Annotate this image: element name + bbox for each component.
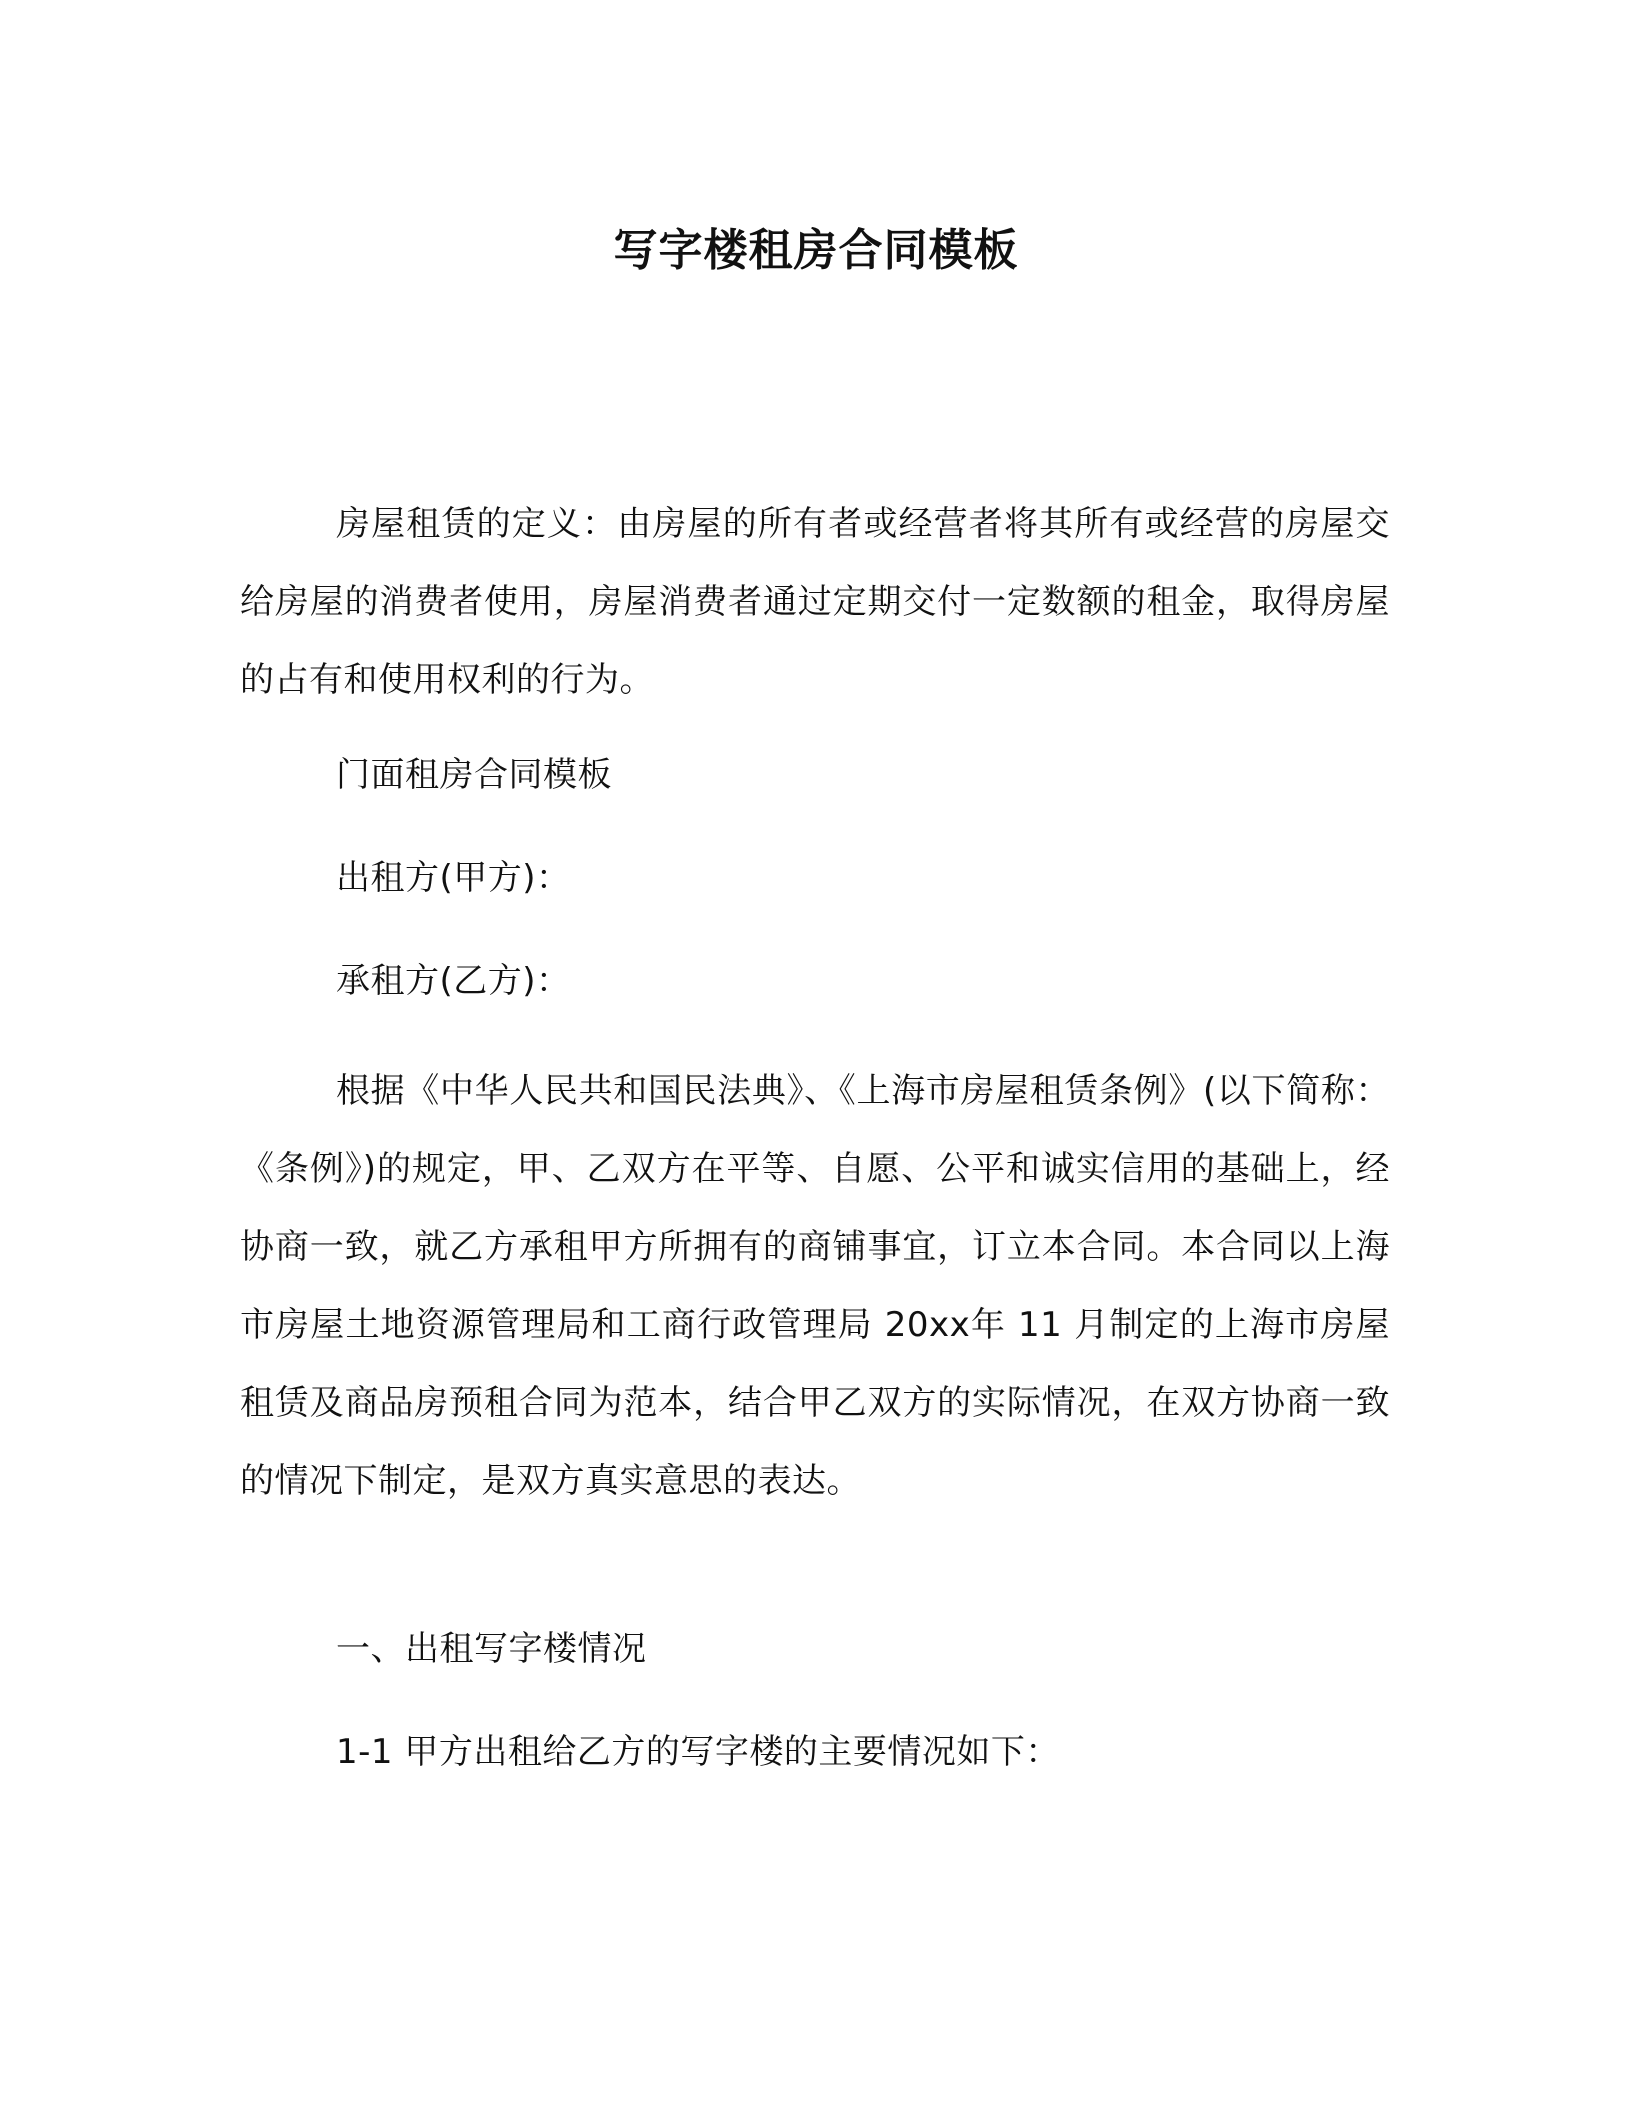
template-heading: 门面租房合同模板 xyxy=(336,755,612,795)
section-1-heading: 一、出租写字楼情况 xyxy=(336,1629,647,1669)
basis-paragraph: 根据《中华人民共和国民法典》、《上海市房屋租赁条例》(以下简称：《条例》)的规定，甲、乙双方在平等、自愿、公平和诚实信用的基础上，经协商一致，就乙方承租甲方所拥有的商铺事宜，订立本合同。本合同以上海市房屋土地资源管理局和工商行政管理局 20xx年 11 月制定的上海市房屋租赁及商品房预租合同为范本，结合甲乙双方的实际情况，在双方协商一致的情况下制定，是双方真实意思的表达。 xyxy=(240,1071,1390,1501)
definition-paragraph: 房屋租赁的定义：由房屋的所有者或经营者将其所有或经营的房屋交给房屋的消费者使用，房屋消费者通过定期交付一定数额的租金，取得房屋的占有和使用权利的行为。 xyxy=(240,504,1390,700)
lessor-label: 出租方(甲方)： xyxy=(336,858,571,898)
document-title: 写字楼租房合同模板 xyxy=(613,225,1019,276)
lessee-label: 承租方(乙方)： xyxy=(336,961,571,1001)
clause-1-1: 1-1 甲方出租给乙方的写字楼的主要情况如下： xyxy=(336,1732,1060,1772)
